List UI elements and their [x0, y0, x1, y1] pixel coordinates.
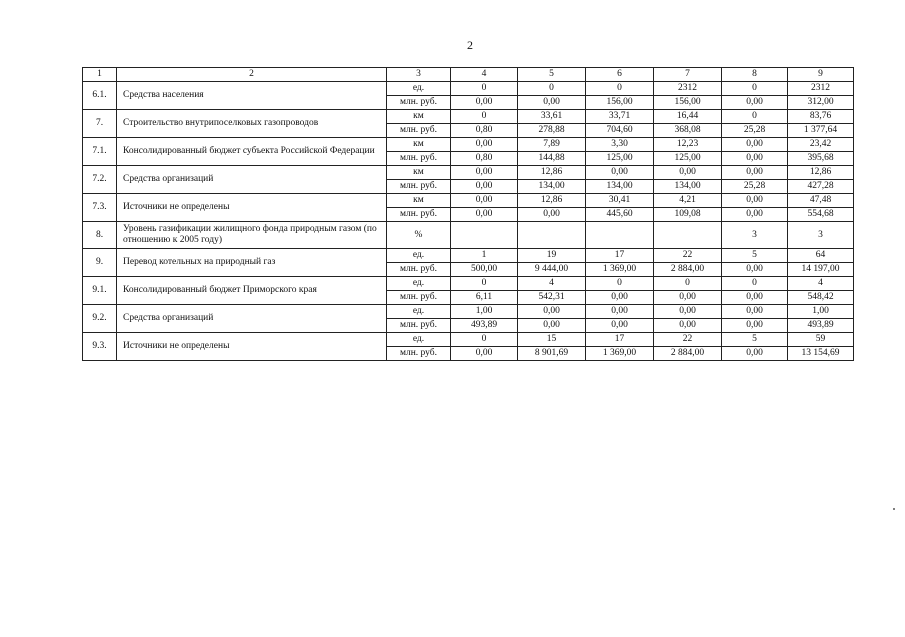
value-cell: 0	[451, 333, 518, 347]
value-cell: 4	[518, 277, 586, 291]
scan-speck	[893, 508, 895, 510]
value-cell: 554,68	[788, 208, 854, 222]
value-cell: 3	[722, 222, 788, 249]
value-cell: 278,88	[518, 124, 586, 138]
page-number: 2	[467, 38, 473, 52]
value-cell: 0,00	[586, 291, 654, 305]
value-cell: 17	[586, 249, 654, 263]
value-cell: 0,00	[722, 319, 788, 333]
value-cell: 23,42	[788, 138, 854, 152]
value-cell: 125,00	[654, 152, 722, 166]
row-number: 9.2.	[83, 305, 117, 333]
row-number: 8.	[83, 222, 117, 249]
value-cell: 83,76	[788, 110, 854, 124]
value-cell: 0,00	[654, 319, 722, 333]
unit-cell: ед.	[387, 82, 451, 96]
value-cell: 33,61	[518, 110, 586, 124]
unit-cell: км	[387, 110, 451, 124]
row-number: 7.1.	[83, 138, 117, 166]
row-number: 7.2.	[83, 166, 117, 194]
value-cell: 0	[586, 277, 654, 291]
value-cell: 0,00	[586, 305, 654, 319]
table-row	[83, 138, 854, 152]
value-cell: 0,00	[722, 152, 788, 166]
value-cell: 12,86	[788, 166, 854, 180]
value-cell: 109,08	[654, 208, 722, 222]
header-cell: 2	[117, 68, 387, 82]
value-cell: 5	[722, 333, 788, 347]
header-cell: 9	[788, 68, 854, 82]
value-cell: 15	[518, 333, 586, 347]
value-cell: 4	[788, 277, 854, 291]
value-cell: 0,00	[451, 180, 518, 194]
header-cell: 7	[654, 68, 722, 82]
table-row	[83, 277, 854, 291]
value-cell: 0,00	[722, 291, 788, 305]
value-cell	[518, 222, 586, 249]
value-cell: 25,28	[722, 180, 788, 194]
value-cell: 17	[586, 333, 654, 347]
unit-cell: ед.	[387, 333, 451, 347]
unit-cell: млн. руб.	[387, 180, 451, 194]
value-cell: 1 377,64	[788, 124, 854, 138]
value-cell: 493,89	[788, 319, 854, 333]
value-cell: 19	[518, 249, 586, 263]
row-number: 9.	[83, 249, 117, 277]
value-cell: 0,00	[518, 319, 586, 333]
table-row	[83, 222, 854, 249]
value-cell: 2312	[654, 82, 722, 96]
value-cell	[654, 222, 722, 249]
value-cell: 22	[654, 249, 722, 263]
value-cell: 12,86	[518, 194, 586, 208]
data-table	[82, 67, 854, 361]
unit-cell: млн. руб.	[387, 208, 451, 222]
value-cell: 0,00	[586, 166, 654, 180]
value-cell: 9 444,00	[518, 263, 586, 277]
value-cell: 368,08	[654, 124, 722, 138]
unit-cell: ед.	[387, 249, 451, 263]
value-cell: 14 197,00	[788, 263, 854, 277]
value-cell: 7,89	[518, 138, 586, 152]
value-cell: 0,00	[451, 347, 518, 361]
value-cell	[451, 222, 518, 249]
value-cell: 427,28	[788, 180, 854, 194]
unit-cell: км	[387, 138, 451, 152]
value-cell: 0,00	[722, 166, 788, 180]
value-cell: 12,23	[654, 138, 722, 152]
value-cell: 0	[451, 82, 518, 96]
unit-cell: ед.	[387, 305, 451, 319]
table-row	[83, 333, 854, 347]
value-cell: 0	[654, 277, 722, 291]
table-row	[83, 166, 854, 180]
row-number: 9.3.	[83, 333, 117, 361]
unit-cell: %	[387, 222, 451, 249]
value-cell: 47,48	[788, 194, 854, 208]
value-cell: 1 369,00	[586, 263, 654, 277]
row-name: Перевод котельных на природный газ	[117, 249, 387, 277]
value-cell: 312,00	[788, 96, 854, 110]
value-cell: 0,00	[654, 291, 722, 305]
value-cell: 6,11	[451, 291, 518, 305]
value-cell: 445,60	[586, 208, 654, 222]
row-name: Средства организаций	[117, 166, 387, 194]
value-cell: 395,68	[788, 152, 854, 166]
value-cell: 22	[654, 333, 722, 347]
header-cell: 1	[83, 68, 117, 82]
value-cell: 0	[518, 82, 586, 96]
row-number: 7.3.	[83, 194, 117, 222]
unit-cell: млн. руб.	[387, 96, 451, 110]
value-cell: 0,00	[451, 208, 518, 222]
unit-cell: млн. руб.	[387, 124, 451, 138]
row-number: 7.	[83, 110, 117, 138]
value-cell: 0,00	[586, 319, 654, 333]
value-cell: 0,00	[654, 166, 722, 180]
value-cell: 3	[788, 222, 854, 249]
row-name: Источники не определены	[117, 194, 387, 222]
value-cell: 0,00	[518, 96, 586, 110]
header-cell: 6	[586, 68, 654, 82]
table-row	[83, 305, 854, 319]
value-cell: 156,00	[586, 96, 654, 110]
table-row	[83, 82, 854, 96]
value-cell: 0	[451, 277, 518, 291]
value-cell: 0,80	[451, 124, 518, 138]
value-cell: 1	[451, 249, 518, 263]
value-cell: 30,41	[586, 194, 654, 208]
value-cell: 500,00	[451, 263, 518, 277]
header-row	[83, 68, 854, 82]
value-cell: 0	[451, 110, 518, 124]
row-number: 9.1.	[83, 277, 117, 305]
unit-cell: млн. руб.	[387, 347, 451, 361]
unit-cell: млн. руб.	[387, 291, 451, 305]
value-cell: 0,00	[722, 208, 788, 222]
header-cell: 4	[451, 68, 518, 82]
row-name: Источники не определены	[117, 333, 387, 361]
value-cell: 1 369,00	[586, 347, 654, 361]
value-cell: 134,00	[518, 180, 586, 194]
value-cell: 2312	[788, 82, 854, 96]
header-cell: 3	[387, 68, 451, 82]
value-cell: 0,00	[722, 138, 788, 152]
unit-cell: млн. руб.	[387, 263, 451, 277]
value-cell: 0,00	[451, 194, 518, 208]
value-cell: 0	[722, 277, 788, 291]
value-cell: 0,00	[518, 305, 586, 319]
value-cell: 13 154,69	[788, 347, 854, 361]
table-row	[83, 110, 854, 124]
value-cell: 59	[788, 333, 854, 347]
unit-cell: млн. руб.	[387, 319, 451, 333]
unit-cell: км	[387, 166, 451, 180]
value-cell: 156,00	[654, 96, 722, 110]
value-cell: 0,00	[451, 138, 518, 152]
value-cell: 64	[788, 249, 854, 263]
table-body	[83, 68, 854, 361]
row-name: Строительство внутрипоселковых газопроводов	[117, 110, 387, 138]
value-cell: 0,00	[722, 263, 788, 277]
value-cell: 0,00	[722, 305, 788, 319]
value-cell: 0,00	[654, 305, 722, 319]
value-cell: 0,00	[722, 347, 788, 361]
value-cell: 704,60	[586, 124, 654, 138]
value-cell: 0	[722, 82, 788, 96]
value-cell: 3,30	[586, 138, 654, 152]
value-cell: 0,00	[518, 208, 586, 222]
unit-cell: млн. руб.	[387, 152, 451, 166]
value-cell: 144,88	[518, 152, 586, 166]
value-cell: 4,21	[654, 194, 722, 208]
value-cell: 548,42	[788, 291, 854, 305]
row-name: Средства населения	[117, 82, 387, 110]
row-name: Консолидированный бюджет Приморского края	[117, 277, 387, 305]
table-row	[83, 249, 854, 263]
value-cell: 5	[722, 249, 788, 263]
value-cell: 134,00	[586, 180, 654, 194]
header-cell: 8	[722, 68, 788, 82]
value-cell: 0	[722, 110, 788, 124]
table-row	[83, 194, 854, 208]
value-cell: 0,00	[722, 96, 788, 110]
value-cell: 2 884,00	[654, 347, 722, 361]
value-cell: 16,44	[654, 110, 722, 124]
value-cell: 1,00	[451, 305, 518, 319]
value-cell: 542,31	[518, 291, 586, 305]
row-name: Средства организаций	[117, 305, 387, 333]
value-cell: 0,00	[451, 96, 518, 110]
unit-cell: ед.	[387, 277, 451, 291]
value-cell	[586, 222, 654, 249]
value-cell: 33,71	[586, 110, 654, 124]
value-cell: 134,00	[654, 180, 722, 194]
row-name: Консолидированный бюджет субъекта Российской Федерации	[117, 138, 387, 166]
value-cell: 12,86	[518, 166, 586, 180]
header-cell: 5	[518, 68, 586, 82]
value-cell: 0,80	[451, 152, 518, 166]
row-number: 6.1.	[83, 82, 117, 110]
value-cell: 25,28	[722, 124, 788, 138]
value-cell: 493,89	[451, 319, 518, 333]
value-cell: 8 901,69	[518, 347, 586, 361]
value-cell: 0,00	[451, 166, 518, 180]
value-cell: 1,00	[788, 305, 854, 319]
value-cell: 2 884,00	[654, 263, 722, 277]
value-cell: 0	[586, 82, 654, 96]
row-name: Уровень газификации жилищного фонда природным газом (по отношению к 2005 году)	[117, 222, 387, 249]
value-cell: 125,00	[586, 152, 654, 166]
value-cell: 0,00	[722, 194, 788, 208]
unit-cell: км	[387, 194, 451, 208]
